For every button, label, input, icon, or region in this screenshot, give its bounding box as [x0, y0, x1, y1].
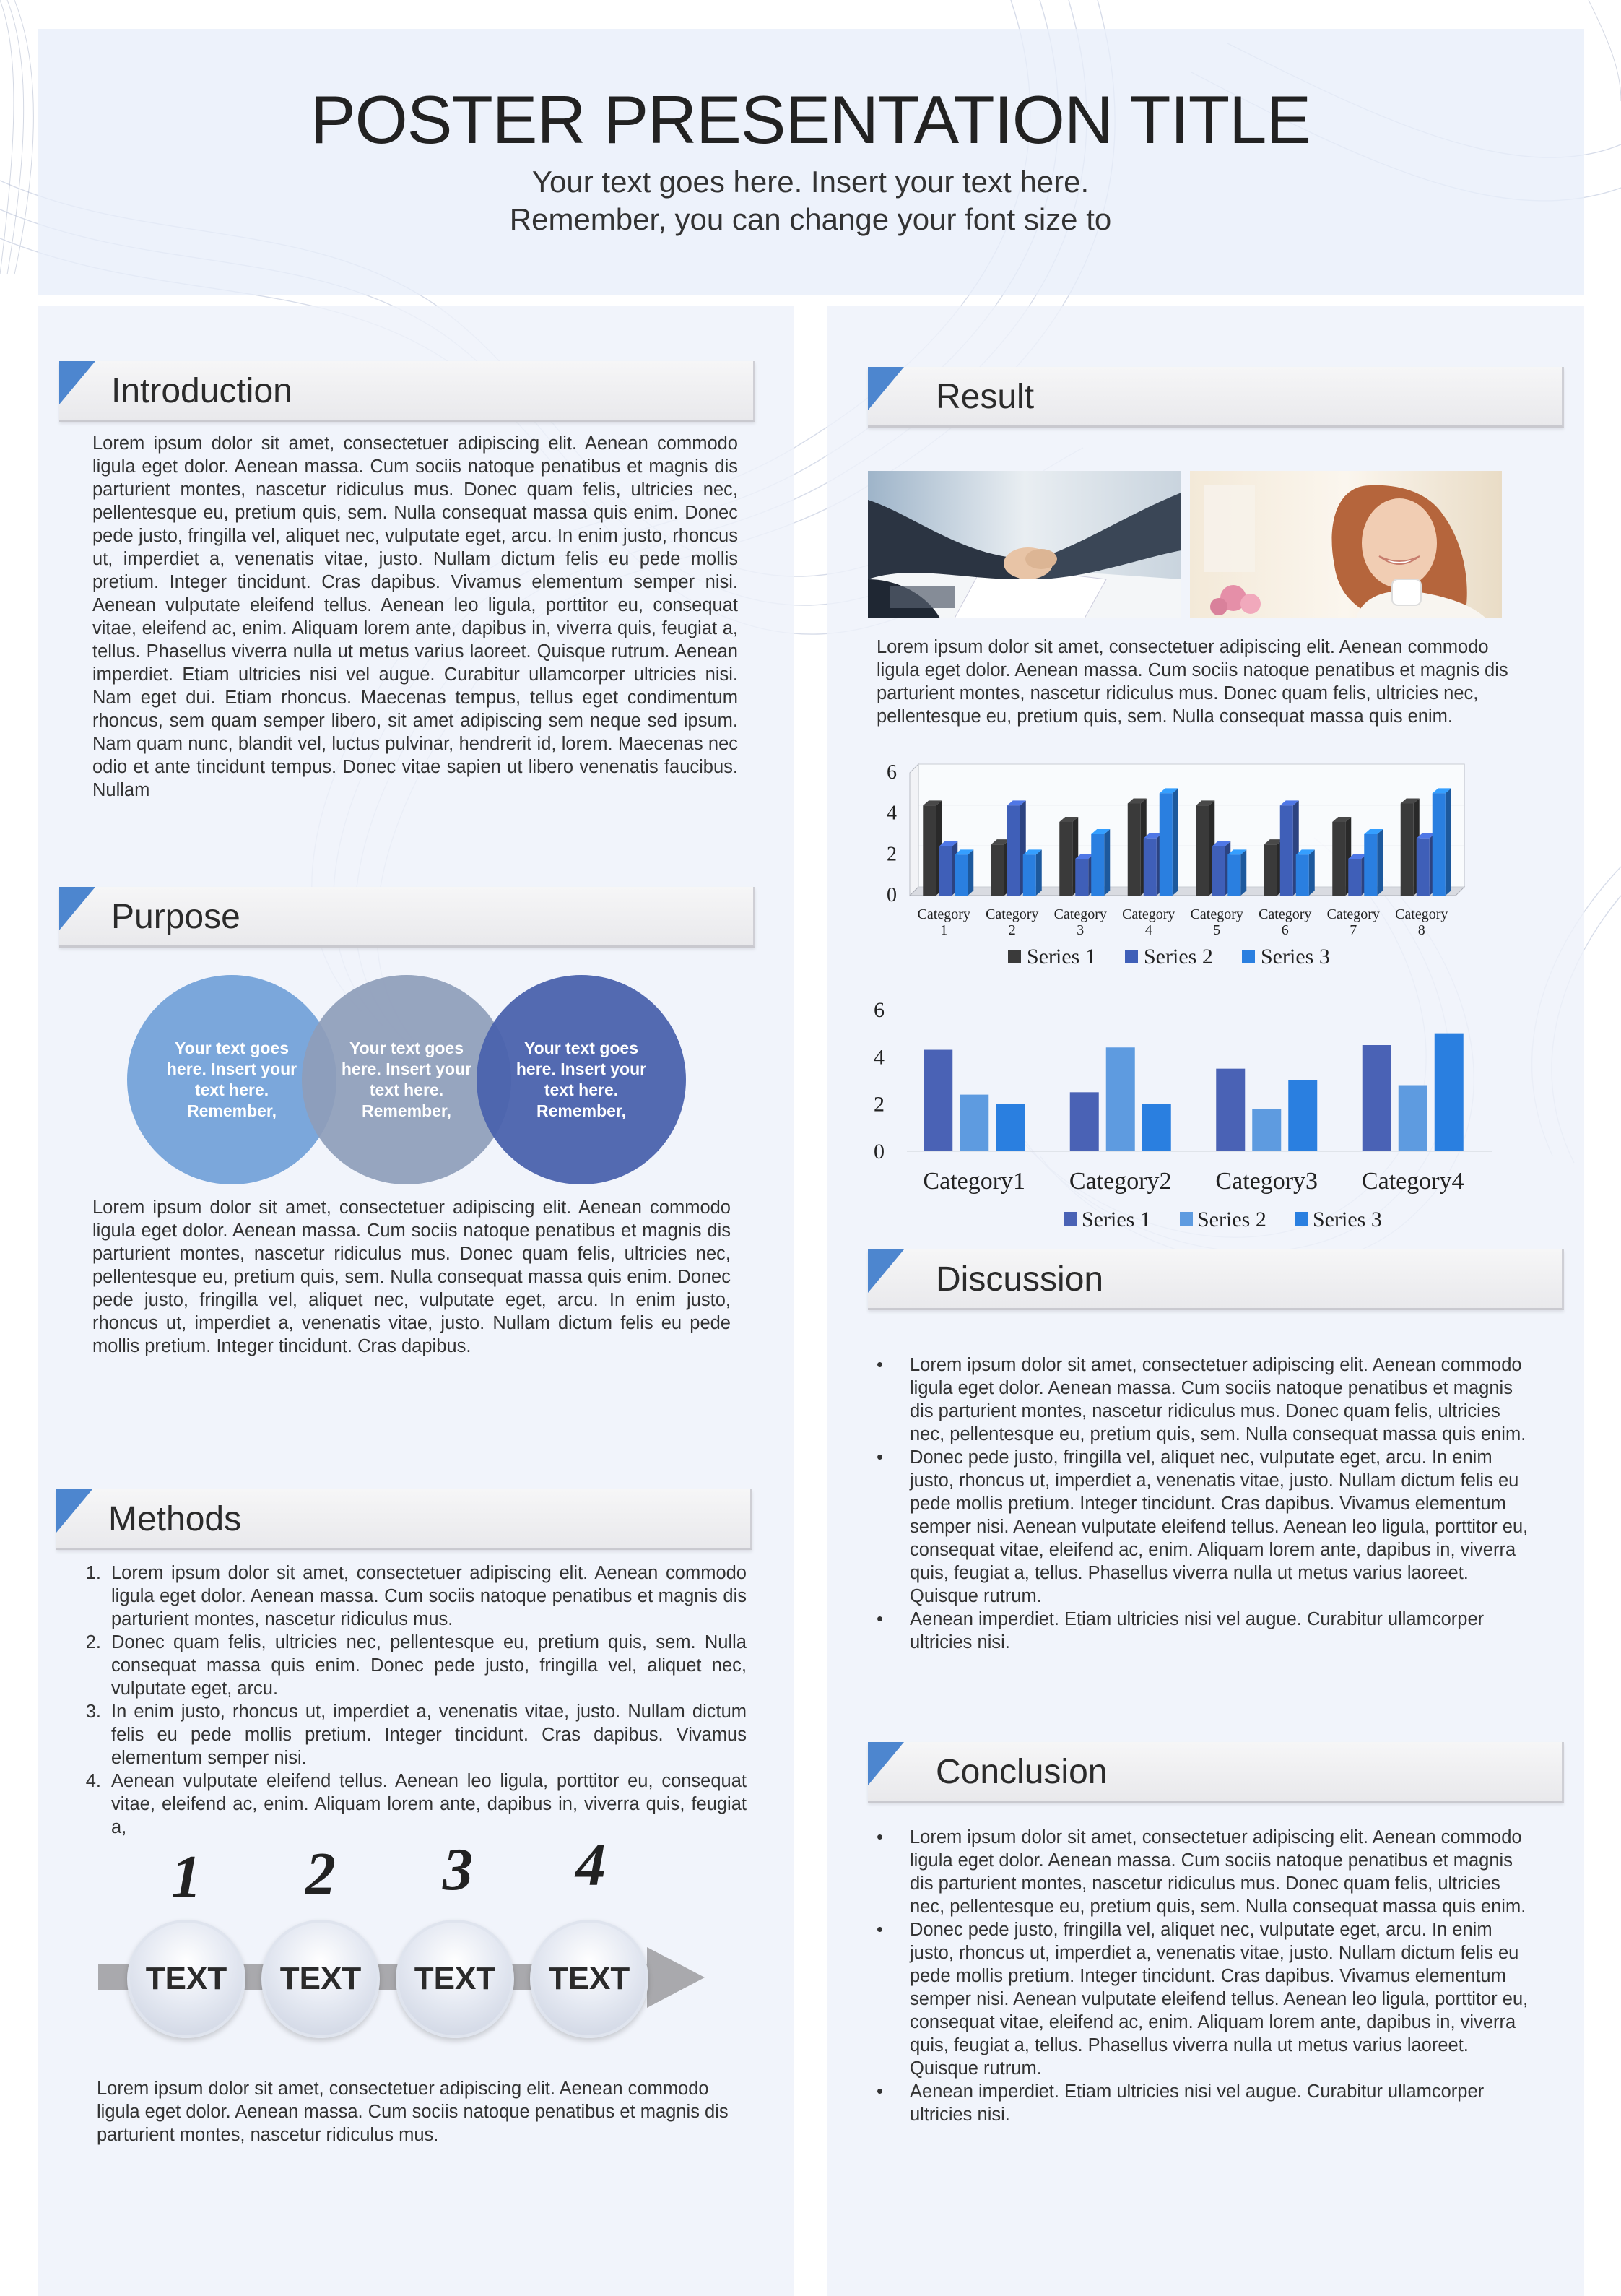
methods-list-item: [72, 1700, 747, 1769]
bar-side: [1377, 829, 1383, 896]
result-header: [868, 367, 1564, 428]
bar: [1023, 854, 1036, 896]
flag-icon: [56, 1489, 92, 1533]
bar: [1288, 1080, 1317, 1151]
x-tick-label: 2: [1008, 922, 1016, 938]
x-tick-label: Category: [1190, 906, 1243, 922]
flag-icon: [59, 887, 95, 930]
bar: [1433, 793, 1446, 896]
x-tick-label: 5: [1213, 922, 1221, 938]
discussion-bullet: • Donec pede justo, fringilla vel, aliquet nec, vulputate eget, arcu. In enim justo, rhoncus ut, imperdiet a, venenatis vitae, justo. Nullam dictum felis eu pede mollis pretium. Integer tincidunt. Cras dapibus. Vivamus elementum semper nisi. Aenean vulputate eleifend tellus. Aenean leo ligula, porttitor eu, consequat vitae, eleifend ac, enim. Aliquam lorem ante, dapibus in, viverra quis, feugiat a, tellus. Phasellus viverra nulla ut metus varius laoreet. Quisque rutrum.: [871, 1446, 1538, 1608]
y-tick-label: 2: [874, 1092, 885, 1117]
bar: [955, 854, 968, 896]
legend-label: Series 2: [1144, 945, 1213, 969]
conclusion-heading: Conclusion: [936, 1753, 1108, 1791]
bar: [1075, 859, 1088, 896]
bar-side: [1446, 788, 1451, 896]
legend-label: Series 1: [1027, 945, 1096, 969]
introduction-heading: Introduction: [111, 372, 292, 410]
y-tick-label: 4: [887, 802, 897, 825]
list-number: 3.: [85, 1702, 101, 1722]
discussion-bullet: • Aenean imperdiet. Etiam ultricies nisi vel augue. Curabitur ullamcorper ultricies nisi.: [871, 1608, 1538, 1654]
bar: [1144, 839, 1157, 896]
bar: [991, 844, 1004, 896]
x-tick-label: Category: [1326, 906, 1380, 922]
x-tick-label: Category3: [1215, 1168, 1318, 1195]
flag-icon: [59, 361, 95, 404]
step-circle-1: TEXT: [127, 1920, 245, 2038]
legend-label: Series 3: [1313, 1208, 1382, 1231]
x-tick-label: 6: [1281, 922, 1289, 938]
legend-label: Series 3: [1261, 945, 1330, 969]
bar: [1059, 822, 1072, 896]
methods-heading: Methods: [108, 1500, 242, 1538]
x-tick-label: Category: [1395, 906, 1448, 922]
legend-swatch: [1064, 1212, 1077, 1226]
methods-header: [56, 1489, 752, 1550]
flag-icon: [868, 1742, 904, 1785]
list-item-text: Donec quam felis, ultricies nec, pellentesque eu, pretium quis, sem. Nulla consequat massa quis enim. Donec pede justo, fringilla vel, aliquet nec, vulputate eget, arcu.: [111, 1632, 747, 1699]
legend-swatch: [1008, 950, 1021, 963]
step-number-3: 3: [443, 1836, 473, 1903]
flag-icon: [868, 1249, 904, 1293]
y-tick-label: 4: [874, 1045, 885, 1070]
bar-side: [1104, 829, 1110, 896]
bar: [924, 1050, 952, 1151]
bar: [1417, 839, 1430, 896]
x-tick-label: 3: [1077, 922, 1085, 938]
x-tick-label: 1: [940, 922, 948, 938]
discussion-bullet: • Lorem ipsum dolor sit amet, consectetuer adipiscing elit. Aenean commodo ligula eget dolor. Aenean massa. Cum sociis natoque penatibus et magnis dis parturient montes, nascetur ridiculus mus. Donec quam felis, ultricies nec, pellentesque eu, pretium quis, sem. Nulla consequat massa quis enim.: [871, 1353, 1538, 1446]
purpose-heading: Purpose: [111, 898, 240, 936]
bar: [1280, 805, 1293, 896]
introduction-text: Lorem ipsum dolor sit amet, consectetuer adipiscing elit. Aenean commodo ligula eget dolor. Aenean massa. Cum sociis natoque penatibus et magnis dis parturient montes, nascetur ridiculus mus. Donec quam felis, ultricies nec, pellentesque eu, pretium quis, sem. Nulla consequat massa quis enim. Donec pede justo, fringilla vel, aliquet nec, vulputate eget, arcu. In enim justo, rhoncus ut, imperdiet a, venenatis vitae, justo. Nullam dictum felis eu pede mollis pretium. Integer tincidunt. Cras dapibus. Vivamus elementum semper nisi. Aenean vulputate eleifend tellus. Aenean leo ligula, porttitor eu, consequat vitae, eleifend ac, enim. Aliquam lorem ante, dapibus in, viverra quis, feugiat a, tellus. Phasellus viverra nulla ut metus varius laoreet. Quisque rutrum. Aenean imperdiet. Etiam ultricies nisi vel augue. Curabitur ullamcorper ultricies nisi. Nam eget dui. Etiam rhoncus. Maecenas tempus, tellus eget condimentum rhoncus, sem quam semper libero, sit amet adipiscing sem neque sed ipsum. Nam quam nunc, blandit vel, luctus pulvinar, hendrerit id, lorem. Maecenas nec odio et ante tincidunt tempus. Donec vitae sapien ut libero venenatis faucibus. Nullam: [92, 433, 738, 800]
step-circle-2: TEXT: [261, 1920, 380, 2038]
methods-list-item: [72, 1769, 747, 1839]
header-band: [38, 29, 1584, 295]
x-tick-label: Category: [1259, 906, 1312, 922]
list-item-text: Aenean vulputate eleifend tellus. Aenean leo ligula, porttitor eu, consequat vitae, eleifend ac, enim. Aliquam lorem ante, dapibus in, viverra quis, feugiat a,: [111, 1771, 747, 1837]
x-tick-label: Category1: [923, 1168, 1026, 1195]
bar: [1264, 844, 1277, 896]
bar: [1227, 854, 1240, 896]
bar: [1296, 854, 1309, 896]
bar: [939, 846, 952, 896]
purpose-text: Lorem ipsum dolor sit amet, consectetuer adipiscing elit. Aenean commodo ligula eget dolor. Aenean massa. Cum sociis natoque penatibus et magnis dis parturient montes, nascetur ridiculus mus. Donec quam felis, ultricies nec, pellentesque eu, pretium quis, sem. Nulla consequat massa quis enim. Donec pede justo, fringilla vel, aliquet nec, vulputate eget, arcu. In enim justo, rhoncus ut, imperdiet a, venenatis vitae, justo. Nullam dictum felis eu pede mollis pretium. Integer tincidunt. Cras dapibus.: [92, 1197, 731, 1356]
bar: [1128, 804, 1141, 896]
x-tick-label: Category2: [1069, 1168, 1172, 1195]
legend-label: Series 1: [1082, 1208, 1151, 1231]
methods-text: Lorem ipsum dolor sit amet, consectetuer adipiscing elit. Aenean commodo ligula eget dolor. Aenean massa. Cum sociis natoque penatibus et magnis dis parturient montes, nascetur ridiculus mus.: [97, 2079, 729, 2145]
venn-circle-2: Your text goes here. Insert your text here. Remember,: [302, 975, 511, 1184]
legend-swatch: [1125, 950, 1138, 963]
discussion-header: [868, 1249, 1564, 1310]
methods-list-item: [72, 1561, 747, 1631]
list-item-text: Lorem ipsum dolor sit amet, consectetuer adipiscing elit. Aenean commodo ligula eget dolor. Aenean massa. Cum sociis natoque penatibus et magnis dis parturient montes, nascetur ridiculus mus.: [111, 1563, 747, 1629]
step-number-4: 4: [575, 1832, 606, 1899]
legend-swatch: [1180, 1212, 1193, 1226]
subtitle-line-2: Remember, you can change your font size to: [509, 202, 1112, 236]
result-heading: Result: [936, 378, 1035, 416]
step-number-1: 1: [171, 1843, 201, 1910]
step-number-2: 2: [305, 1840, 336, 1907]
bar: [1348, 859, 1361, 896]
discussion-list: [871, 1353, 1538, 1654]
bar: [1363, 1045, 1391, 1151]
chart-side-wall: [910, 764, 918, 896]
bar: [1401, 804, 1414, 896]
y-tick-label: 6: [887, 761, 897, 784]
bar: [1364, 834, 1377, 896]
poster-title: POSTER PRESENTATION TITLE: [310, 82, 1311, 157]
bar: [1142, 1104, 1171, 1151]
conclusion-header: [868, 1742, 1564, 1803]
list-item-text: In enim justo, rhoncus ut, imperdiet a, venenatis vitae, justo. Nullam dictum felis eu pede mollis pretium. Integer tincidunt. Cras dapibus. Vivamus elementum semper nisi.: [111, 1702, 747, 1768]
methods-list-item: [72, 1631, 747, 1700]
x-tick-label: Category4: [1361, 1168, 1464, 1195]
bar: [1070, 1092, 1099, 1151]
venn-circle-3: Your text goes here. Insert your text here. Remember,: [477, 975, 686, 1184]
bar-side: [1036, 849, 1042, 896]
conclusion-bullet: • Aenean imperdiet. Etiam ultricies nisi vel augue. Curabitur ullamcorper ultricies nisi.: [871, 2080, 1538, 2126]
result-text: Lorem ipsum dolor sit amet, consectetuer adipiscing elit. Aenean commodo ligula eget dolor. Aenean massa. Cum sociis natoque penatibus et magnis dis parturient montes, nascetur ridiculus mus. Donec quam felis, ultricies nec, pellentesque eu, pretium quis, sem. Nulla consequat massa quis enim.: [877, 637, 1508, 727]
conclusion-bullet: • Donec pede justo, fringilla vel, aliquet nec, vulputate eget, arcu. In enim justo, rhoncus ut, imperdiet a, venenatis vitae, justo. Nullam dictum felis eu pede mollis pretium. Integer tincidunt. Cras dapibus. Vivamus elementum semper nisi. Aenean vulputate eleifend tellus. Aenean leo ligula, porttitor eu, consequat vitae, eleifend ac, enim. Aliquam lorem ante, dapibus in, viverra quis, feugiat a, tellus. Phasellus viverra nulla ut metus varius laoreet. Quisque rutrum.: [871, 1918, 1538, 2080]
legend-swatch: [1295, 1212, 1308, 1226]
y-tick-label: 0: [887, 884, 897, 906]
y-tick-label: 0: [874, 1140, 885, 1164]
bar: [1212, 846, 1225, 896]
bar: [1160, 793, 1173, 896]
bar: [923, 805, 936, 896]
bar: [1196, 805, 1209, 896]
bar-side: [1173, 788, 1178, 896]
conclusion-bullet: • Lorem ipsum dolor sit amet, consectetuer adipiscing elit. Aenean commodo ligula eget dolor. Aenean massa. Cum sociis natoque penatibus et magnis dis parturient montes, nascetur ridiculus mus. Donec quam felis, ultricies nec, pellentesque eu, pretium quis, sem. Nulla consequat massa quis enim.: [871, 1826, 1538, 1918]
bar-side: [1240, 849, 1246, 896]
handshake-image: [868, 471, 1181, 618]
handshake-photo: [868, 471, 1181, 618]
bar: [1435, 1034, 1464, 1151]
bar: [1332, 822, 1345, 896]
bar: [1399, 1086, 1427, 1151]
discussion-heading: Discussion: [936, 1260, 1104, 1299]
result-chart-2: [864, 994, 1499, 1254]
bar: [1252, 1109, 1281, 1151]
legend-label: Series 2: [1197, 1208, 1266, 1231]
bar: [1091, 834, 1104, 896]
x-tick-label: Category: [917, 906, 970, 922]
venn-circle-1: Your text goes here. Insert your text here. Remember,: [127, 975, 336, 1184]
y-tick-label: 2: [887, 843, 897, 866]
bar: [960, 1095, 988, 1151]
y-tick-label: 6: [874, 998, 885, 1022]
x-tick-label: 7: [1350, 922, 1357, 938]
x-tick-label: Category: [986, 906, 1039, 922]
woman-image: [1190, 471, 1502, 618]
introduction-header: [59, 361, 755, 422]
bar-side: [1309, 849, 1315, 896]
purpose-header: [59, 887, 755, 948]
bar: [996, 1104, 1025, 1151]
list-number: 2.: [85, 1632, 101, 1652]
x-tick-label: Category: [1053, 906, 1107, 922]
x-tick-label: Category: [1122, 906, 1175, 922]
x-tick-label: 8: [1417, 922, 1425, 938]
x-tick-label: 4: [1144, 922, 1152, 938]
flag-icon: [868, 367, 904, 410]
methods-list: [72, 1561, 747, 1839]
result-chart-1: [864, 758, 1499, 989]
bar: [1007, 805, 1020, 896]
bar: [1106, 1047, 1135, 1151]
step-circle-4: TEXT: [530, 1920, 648, 2038]
list-number: 1.: [85, 1563, 101, 1583]
subtitle-line-1: Your text goes here. Insert your text here.: [531, 165, 1090, 199]
bar: [1216, 1069, 1245, 1151]
list-number: 4.: [85, 1771, 101, 1791]
woman-photo: [1190, 471, 1502, 618]
bar-side: [968, 849, 973, 896]
conclusion-list: [871, 1826, 1538, 2126]
step-circle-3: TEXT: [396, 1920, 514, 2038]
legend-swatch: [1242, 950, 1255, 963]
